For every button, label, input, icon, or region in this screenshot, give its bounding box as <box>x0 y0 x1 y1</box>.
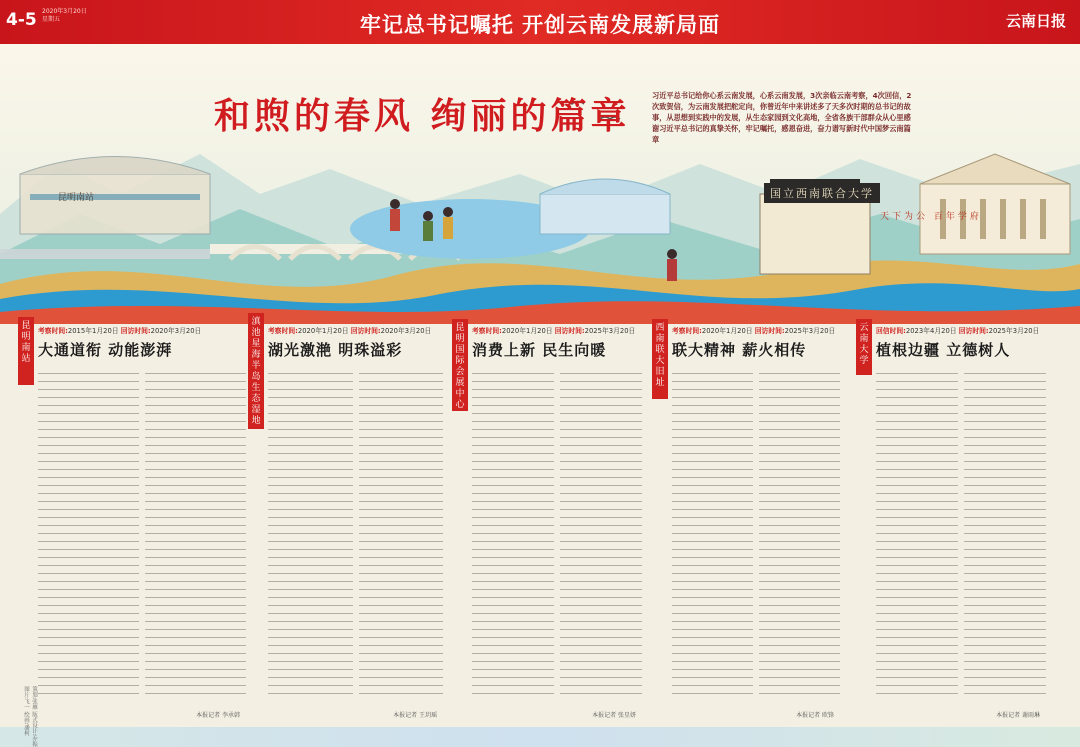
text-column <box>472 368 554 698</box>
page-numbers: 4-5 <box>6 10 37 30</box>
university-gate-label: 国立西南联合大学 <box>764 183 880 203</box>
article-yunnan-university <box>859 323 1046 725</box>
edition-date: 2020年3月20日 <box>42 8 87 15</box>
byline: 本报记者 欧锋 <box>796 712 834 719</box>
byline: 本报记者 李承韩 <box>196 712 240 719</box>
byline: 本报记者 王玥瑶 <box>393 712 437 719</box>
date-b: 2025年3月20日 <box>988 327 1040 335</box>
article-headline: 大通道衔 动能澎湃 <box>38 341 173 359</box>
date-b: 2025年3月20日 <box>584 327 636 335</box>
article-convention-center <box>455 323 642 725</box>
date-label-b: 回访时间: <box>120 327 151 335</box>
article-dates <box>38 325 246 335</box>
date-a: 2015年1月20日 <box>67 327 119 335</box>
date-a: 2020年1月20日 <box>297 327 349 335</box>
article-body <box>268 368 443 698</box>
intro-paragraph: 习近平总书记给你心系云南发展，心系云南发展，3次亲临云南考察，4次回信，2次致贺信，为云南发展把舵定向，你曾近年中来讲述多了天多次时期的总书记的故事，从思想到实践中的发展，从生态家园到文化高地，全省各族干部群众从心里感谢习近平总书记的真挚关怀，牢记嘱托，感恩奋进，奋力谱写新时代中国梦云南篇章 <box>652 91 912 144</box>
convention-center <box>540 179 670 234</box>
article-body <box>876 368 1046 698</box>
top-banner <box>0 0 1080 44</box>
article-headline: 联大精神 薪火相传 <box>672 341 807 359</box>
text-column <box>876 368 958 698</box>
section-tag: 滇池星海半岛生态湿地 <box>248 313 264 429</box>
main-headline: 和煦的春风 绚丽的篇章 <box>214 95 631 137</box>
section-tag: 云南大学 <box>856 319 872 375</box>
article-dates <box>268 325 443 335</box>
date-b: 2025年3月20日 <box>784 327 836 335</box>
article-headline: 消费上新 民生向暖 <box>472 341 607 359</box>
text-column <box>672 368 753 698</box>
date-label-b: 回访时间: <box>350 327 381 335</box>
date-label-a: 回信时间: <box>876 327 906 335</box>
newspaper-logo: 云南日报 <box>1005 12 1066 30</box>
text-column <box>560 368 642 698</box>
text-column <box>38 368 139 698</box>
date-label-b: 回访时间: <box>958 327 989 335</box>
section-tag: 昆明国际会展中心 <box>452 319 468 411</box>
article-dianchi-wetland <box>251 317 443 725</box>
date-label-a: 考察时间: <box>38 327 68 335</box>
article-body <box>472 368 642 698</box>
article-headline: 植根边疆 立德树人 <box>876 341 1011 359</box>
footer-wave <box>0 727 1080 747</box>
landscape-artwork <box>0 44 1080 324</box>
kunming-station-label: 昆明南站 <box>58 193 95 203</box>
banner-title: 牢记总书记嘱托 开创云南发展新局面 <box>359 13 721 37</box>
date-a: 2020年1月20日 <box>701 327 753 335</box>
date-label-b: 回访时间: <box>754 327 785 335</box>
credits-note: 策划:张雁 版式设计:乔振 图片:飞一 绘画:潘柯 <box>23 686 37 747</box>
article-dates <box>672 325 840 335</box>
text-column <box>964 368 1046 698</box>
text-column <box>145 368 246 698</box>
yunnan-university-label: 天下为公 百年学府 <box>880 212 982 222</box>
article-dates <box>876 325 1046 335</box>
text-column <box>759 368 840 698</box>
date-a: 2020年1月20日 <box>501 327 553 335</box>
article-body <box>38 368 246 698</box>
article-headline: 湖光激滟 明珠溢彩 <box>268 341 403 359</box>
text-column <box>359 368 444 698</box>
section-tag: 西南联大旧址 <box>652 319 668 399</box>
yunnan-university-building <box>920 154 1070 254</box>
byline: 本报记者 谢雨琳 <box>996 712 1040 719</box>
article-body <box>672 368 840 698</box>
date-label-a: 考察时间: <box>268 327 298 335</box>
date-label-a: 考察时间: <box>672 327 702 335</box>
text-column <box>268 368 353 698</box>
date-b: 2020年3月20日 <box>380 327 432 335</box>
date-a: 2023年4月20日 <box>905 327 957 335</box>
edition-weekday: 星期五 <box>42 16 61 23</box>
article-dates <box>472 325 642 335</box>
date-label-b: 回访时间: <box>554 327 585 335</box>
hero-illustration <box>0 44 1080 324</box>
article-lianda-site <box>655 323 840 725</box>
date-label-a: 考察时间: <box>472 327 502 335</box>
date-b: 2020年3月20日 <box>150 327 202 335</box>
section-tag: 昆明南站 <box>18 317 34 385</box>
byline: 本报记者 张星妍 <box>592 712 636 719</box>
